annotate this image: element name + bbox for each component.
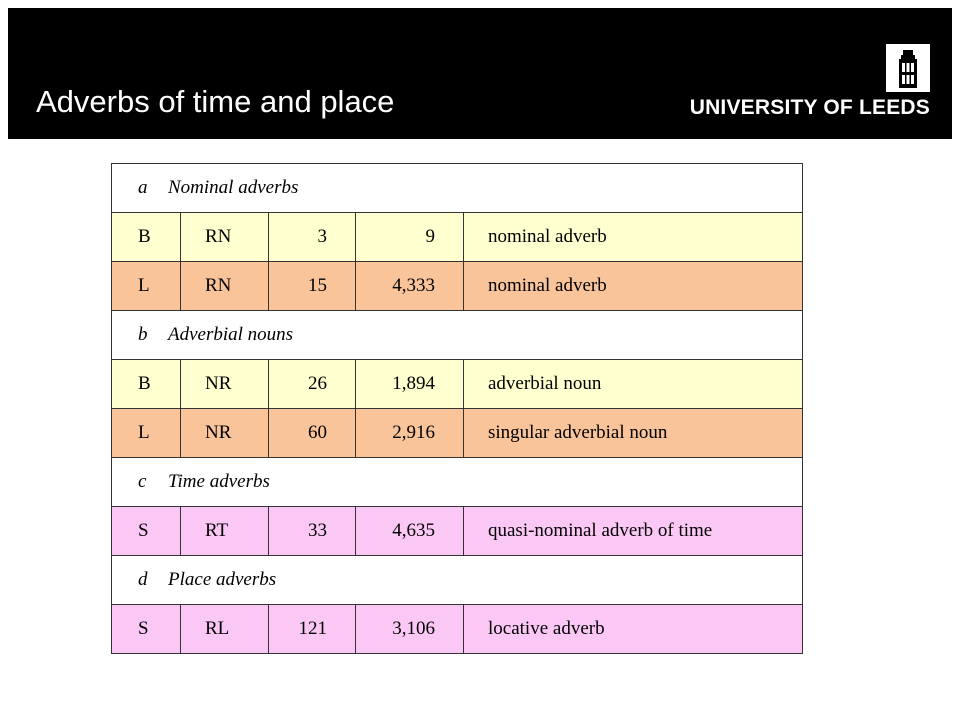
table-row: [112, 409, 803, 458]
total-cell: 4,333: [356, 262, 464, 311]
section-title: Place adverbs: [168, 569, 277, 590]
table-row: [112, 213, 803, 262]
logo-text: UNIVERSITY OF LEEDS: [689, 96, 930, 119]
count-cell: 33: [269, 507, 356, 556]
slide-title: Adverbs of time and place: [36, 84, 395, 119]
total-cell: 1,894: [356, 360, 464, 409]
table-row: [112, 360, 803, 409]
university-logo: [670, 44, 930, 134]
code-cell: RN: [181, 262, 269, 311]
tag-cell: B: [112, 213, 181, 262]
section-row: [112, 164, 803, 213]
adverb-tag-table: [111, 163, 803, 654]
section-row: [112, 311, 803, 360]
table-row: [112, 262, 803, 311]
section-title: Time adverbs: [168, 471, 270, 492]
section-letter: d: [138, 569, 148, 590]
description-cell: adverbial noun: [464, 360, 803, 409]
tag-cell: L: [112, 409, 181, 458]
section-row: [112, 556, 803, 605]
section-row: [112, 458, 803, 507]
tag-cell: L: [112, 262, 181, 311]
section-letter: c: [138, 471, 147, 492]
total-cell: 2,916: [356, 409, 464, 458]
count-cell: 26: [269, 360, 356, 409]
description-cell: quasi-nominal adverb of time: [464, 507, 803, 556]
description-cell: locative adverb: [464, 605, 803, 654]
total-cell: 9: [356, 213, 464, 262]
section-title: Adverbial nouns: [168, 324, 294, 345]
code-cell: NR: [181, 409, 269, 458]
tag-cell: S: [112, 507, 181, 556]
code-cell: RN: [181, 213, 269, 262]
count-cell: 15: [269, 262, 356, 311]
table-row: [112, 507, 803, 556]
total-cell: 3,106: [356, 605, 464, 654]
parkinson-tower-icon: [886, 44, 930, 92]
section-title: Nominal adverbs: [168, 177, 299, 198]
header-bar: [8, 8, 952, 139]
total-cell: 4,635: [356, 507, 464, 556]
table-row: [112, 605, 803, 654]
count-cell: 121: [269, 605, 356, 654]
code-cell: NR: [181, 360, 269, 409]
section-letter: a: [138, 177, 148, 198]
count-cell: 60: [269, 409, 356, 458]
code-cell: RL: [181, 605, 269, 654]
code-cell: RT: [181, 507, 269, 556]
description-cell: nominal adverb: [464, 262, 803, 311]
description-cell: singular adverbial noun: [464, 409, 803, 458]
count-cell: 3: [269, 213, 356, 262]
section-letter: b: [138, 324, 148, 345]
tag-cell: B: [112, 360, 181, 409]
tag-cell: S: [112, 605, 181, 654]
description-cell: nominal adverb: [464, 213, 803, 262]
